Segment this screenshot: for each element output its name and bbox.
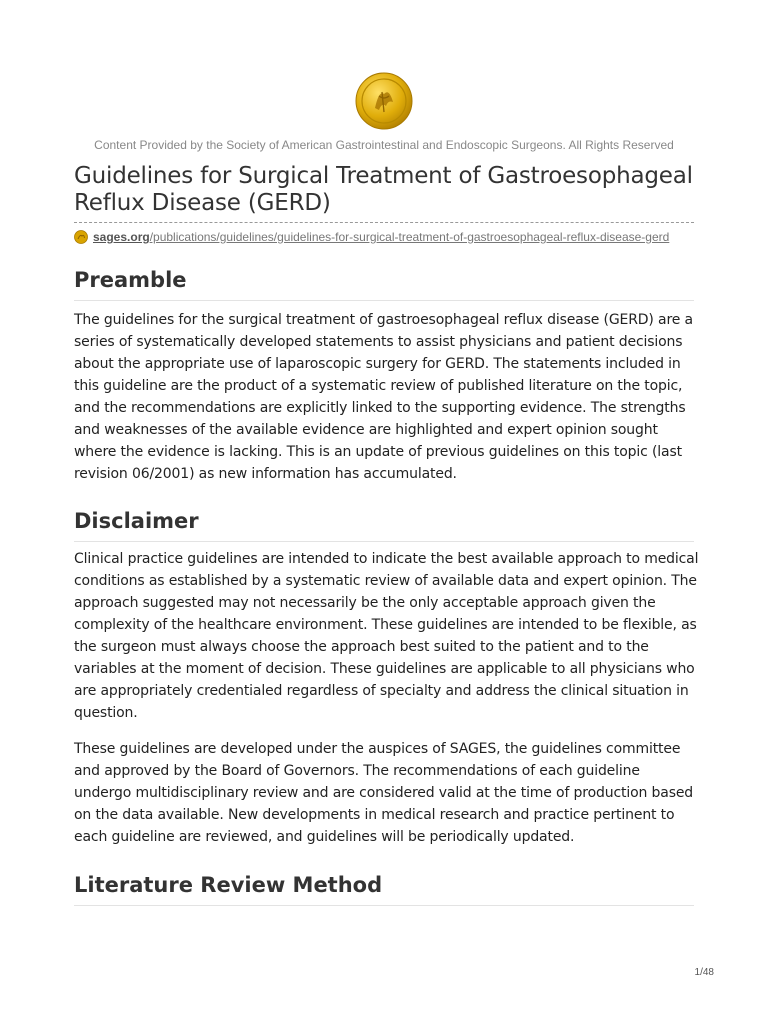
disclaimer-paragraph-2: These guidelines are developed under the auspices of SAGES, the guidelines committee and approved by the Board of Governors. The recommendations of each guideline undergo multidisciplinary review and are considered valid at the time of production based on the data available. New developments in medical research and practice pertinent to each guideline are reviewed, and guidelines will be periodically updated. <box>74 741 694 845</box>
preamble-heading: Preamble <box>74 268 694 301</box>
preamble-paragraph: The guidelines for the surgical treatment of gastroesophageal reflux disease (GERD) are a series of systematically developed statements to assist physicians and patient decisions about the appropriate use of laparoscopic surgery for GERD. The statements included in this guideline are the product of a systematic review of published literature on the topic, and the recommendations are explicitly linked to the supporting evidence. The strengths and weaknesses of the available evidence are highlighted and expert opinion sought where the evidence is lacking. This is an update of previous guidelines on this topic (last revision 06/2001) as new information has accumulated. <box>74 312 693 482</box>
source-domain-link[interactable]: sages.org <box>93 230 150 244</box>
source-url[interactable] <box>74 229 669 245</box>
disclaimer-paragraph-1: Clinical practice guidelines are intended to indicate the best available approach to medical conditions as established by a systematic review of available data and expert opinion. The approach suggested may not necessarily be the only acceptable approach given the complexity of the healthcare environment. These guidelines are intended to be flexible, as the surgeon must always choose the approach best suited to the patient and to the variables at the moment of decision. These guidelines are applicable to all physicians who are appropriately credentialed regardless of specialty and address the clinical situation in question. <box>74 551 699 721</box>
source-path-link[interactable]: /publications/guidelines/guidelines-for-surgical-treatment-of-gastroesophageal-reflux-disease-gerd <box>149 230 670 244</box>
sages-gold-seal-icon <box>355 72 413 130</box>
page-number: 1/48 <box>694 967 714 978</box>
copyright-credit: Content Provided by the Society of American Gastrointestinal and Endoscopic Surgeons. All Rights Reserved <box>94 138 674 152</box>
title-divider <box>74 222 694 223</box>
disclaimer-heading: Disclaimer <box>74 509 694 542</box>
literature-review-heading: Literature Review Method <box>74 873 694 906</box>
sages-favicon-icon <box>74 230 88 244</box>
page-title: Guidelines for Surgical Treatment of Gastroesophageal Reflux Disease (GERD) <box>74 163 693 216</box>
